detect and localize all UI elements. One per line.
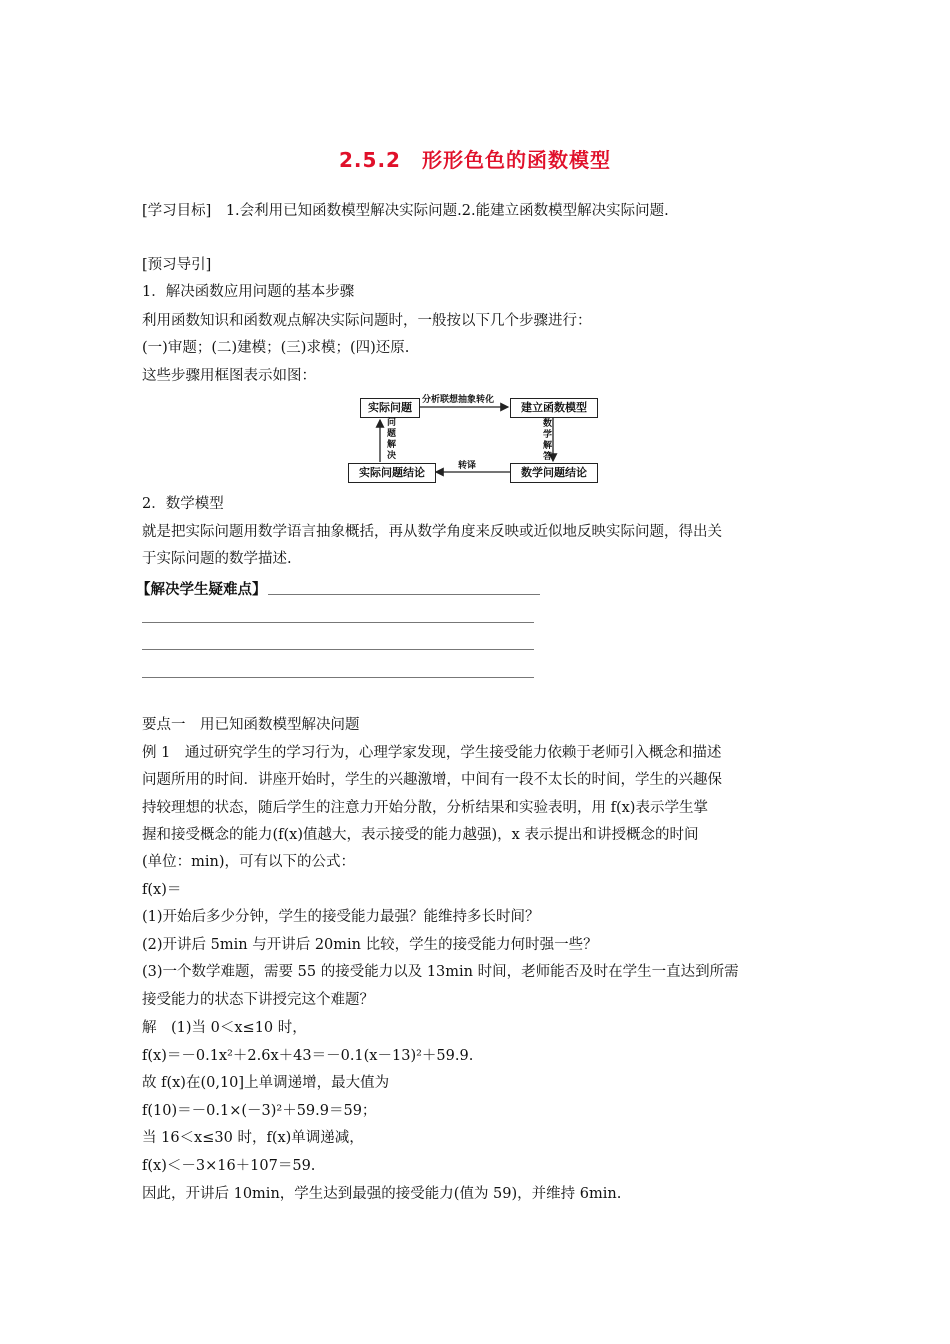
blank-line xyxy=(142,649,534,650)
solution-line: 解 (1)当 0＜x≤10 时， xyxy=(142,1020,307,1036)
doubts-label: 【解决学生疑难点】 xyxy=(136,582,267,598)
solution-line: 故 f(x)在(0,10]上单调递增，最大值为 xyxy=(142,1075,390,1091)
flow-diagram xyxy=(340,392,600,484)
question-line: 接受能力的状态下讲授完这个难题？ xyxy=(142,992,374,1008)
preview-heading: [预习导引] xyxy=(142,257,212,273)
formula-line: f(x)＝ xyxy=(142,882,182,898)
box-build-model: 建立函数模型 xyxy=(510,398,598,418)
example-line: 持较理想的状态，随后学生的注意力开始分散，分析结果和实验表明，用 f(x)表示学生掌 xyxy=(142,800,708,816)
solution-line: 当 16＜x≤30 时，f(x)单调递减， xyxy=(142,1130,364,1146)
edge-label-left: 问题解决 xyxy=(387,418,397,461)
box-actual-conclusion: 实际问题结论 xyxy=(348,463,436,483)
preview-item1-title: 1．解决函数应用问题的基本步骤 xyxy=(142,284,355,300)
diagram-intro: 这些步骤用框图表示如图： xyxy=(142,368,316,384)
question-line: (2)开讲后 5min 与开讲后 20min 比较，学生的接受能力何时强一些？ xyxy=(142,937,598,953)
blank-line xyxy=(142,677,534,678)
edge-label-top: 分析联想抽象转化 xyxy=(422,395,495,405)
solution-line: f(x)＜－3×16＋107＝59. xyxy=(142,1158,316,1174)
learning-goals: [学习目标] 1.会利用已知函数模型解决实际问题.2.能建立函数模型解决实际问题. xyxy=(142,203,669,219)
section-heading: 要点一 用已知函数模型解决问题 xyxy=(142,717,360,733)
example-line: 问题所用的时间．讲座开始时，学生的兴趣激增，中间有一段不太长的时间，学生的兴趣保 xyxy=(142,772,722,788)
example-line: 握和接受概念的能力(f(x)值越大，表示接受的能力越强)，x 表示提出和讲授概念的时间 xyxy=(142,827,699,843)
question-line: (3)一个数学难题，需要 55 的接受能力以及 13min 时间，老师能否及时在学生一直达到所需 xyxy=(142,964,739,980)
preview-steps: (一)审题；(二)建模；(三)求模；(四)还原. xyxy=(142,340,410,356)
edge-label-bottom: 转译 xyxy=(458,461,477,471)
solution-line: 因此，开讲后 10min，学生达到最强的接受能力(值为 59)，并维持 6min. xyxy=(142,1186,622,1202)
doubts-underline xyxy=(268,594,540,595)
edge-label-right: 数学解答 xyxy=(543,419,553,462)
solution-line: f(10)＝－0.1×(－3)²＋59.9＝59； xyxy=(142,1103,377,1119)
solution-line: f(x)＝－0.1x²＋2.6x＋43＝－0.1(x－13)²＋59.9. xyxy=(142,1048,474,1064)
example-line: 例 1 通过研究学生的学习行为，心理学家发现，学生接受能力依赖于老师引入概念和描述 xyxy=(142,745,722,761)
blank-line xyxy=(142,622,534,623)
preview-item2-title: 2．数学模型 xyxy=(142,496,224,512)
page-title: 2.5.2 形形色色的函数模型 xyxy=(339,148,611,172)
question-line: (1)开始后多少分钟，学生的接受能力最强？能维持多长时间？ xyxy=(142,909,540,925)
example-line: (单位：min)，可有以下的公式： xyxy=(142,854,356,870)
preview-item2-text-1: 就是把实际问题用数学语言抽象概括，再从数学角度来反映或近似地反映实际问题，得出关 xyxy=(142,524,722,540)
box-actual-problem: 实际问题 xyxy=(360,398,420,418)
preview-item2-text-2: 于实际问题的数学描述. xyxy=(142,551,292,567)
box-math-conclusion: 数学问题结论 xyxy=(510,463,598,483)
preview-item1-text: 利用函数知识和函数观点解决实际问题时，一般按以下几个步骤进行： xyxy=(142,313,592,329)
